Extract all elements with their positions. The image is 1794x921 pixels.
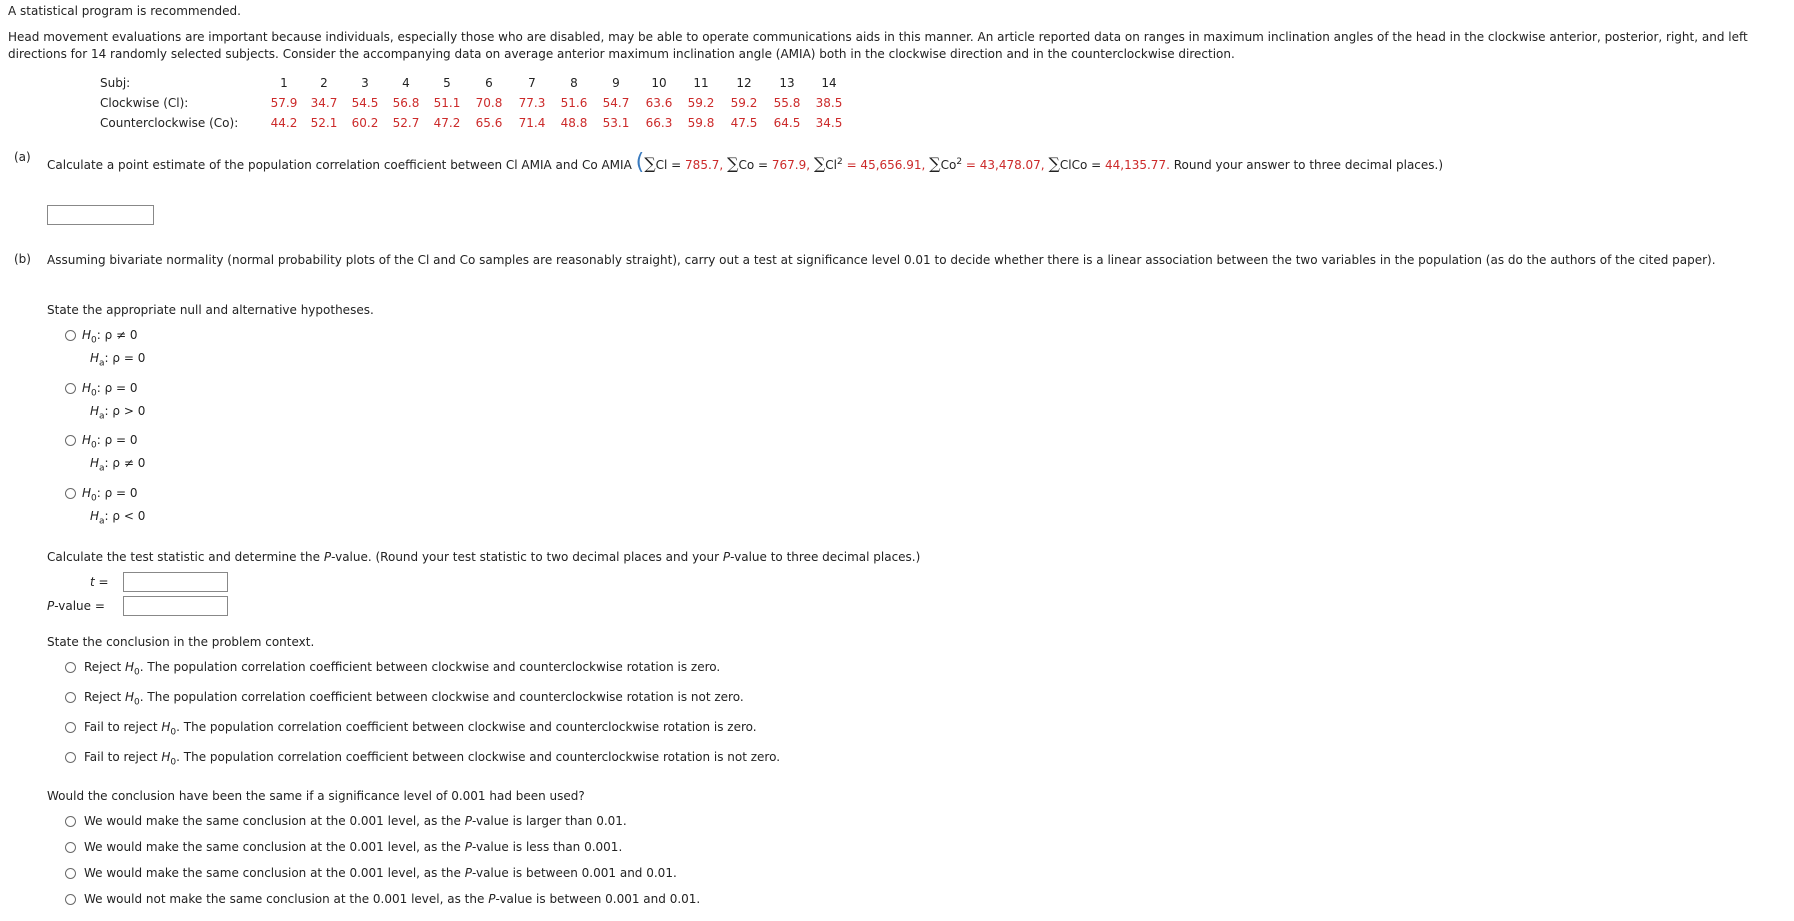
same-conclusion-pre: We would make the same conclusion at the 0.001 level, as the [84, 866, 465, 880]
counterclockwise-value: 64.5 [773, 116, 801, 130]
conclusion-statement: . The population correlation coefficient between clockwise and counterclockwise rotation is not zero. [139, 690, 744, 704]
sum-co-value: 767.9, [771, 158, 811, 172]
h0-subscript: 0 [134, 667, 140, 678]
h0-subscript: 0 [134, 697, 140, 708]
sum-cl-value: 785.7, [685, 158, 724, 172]
subject-number: 8 [570, 76, 578, 90]
clockwise-value: 77.3 [518, 96, 546, 110]
counterclockwise-value: 66.3 [645, 116, 673, 130]
counterclockwise-value: 34.5 [815, 116, 843, 130]
p-symbol: P [47, 599, 55, 613]
subject-number: 12 [736, 76, 752, 90]
null-hypothesis [82, 486, 138, 504]
same-conclusion-radio[interactable] [65, 816, 76, 827]
sum-co2-value: = 43,478.07, [962, 158, 1045, 172]
sigma-icon: ∑ [929, 154, 941, 173]
conclusion-text [84, 660, 721, 678]
alternative-hypothesis [90, 351, 146, 369]
h-symbol: H [82, 486, 92, 500]
null-hypothesis [82, 381, 138, 399]
same-conclusion-text [84, 866, 677, 880]
sum-co2-exponent: 2 [956, 157, 963, 167]
null-hypothesis [82, 433, 138, 451]
same-conclusion-radio[interactable] [65, 842, 76, 853]
conclusion-verb: Reject [84, 690, 126, 704]
sigma-icon: ∑ [1048, 154, 1060, 173]
null-hypothesis-text: : ρ = 0 [96, 486, 138, 500]
alternative-hypothesis [90, 456, 146, 474]
conclusion-text [84, 690, 744, 708]
null-hypothesis-text: : ρ ≠ 0 [96, 328, 138, 342]
conclusion-statement: . The population correlation coefficient between clockwise and counterclockwise rotation is zero. [139, 660, 721, 674]
clockwise-value: 59.2 [730, 96, 758, 110]
p-value-label-rest: -value = [54, 599, 105, 613]
same-conclusion-text [84, 892, 700, 906]
h-symbol: H [82, 433, 92, 447]
subject-number: 2 [320, 76, 328, 90]
conclusion-radio[interactable] [65, 692, 76, 703]
calc-prompt-p: P [323, 550, 332, 564]
calc-prompt [47, 550, 920, 564]
calc-prompt-p2: P [722, 550, 731, 564]
alternative-hypothesis [90, 509, 146, 527]
p-symbol: P [488, 892, 496, 906]
clockwise-value: 38.5 [815, 96, 843, 110]
p-symbol: P [464, 866, 472, 880]
calc-prompt-part3: -value to three decimal places.) [730, 550, 921, 564]
part-a-label: (a) [14, 150, 31, 164]
h-symbol: H [125, 660, 135, 674]
same-conclusion-pre: We would make the same conclusion at the 0.001 level, as the [84, 814, 465, 828]
hypothesis-radio[interactable] [65, 330, 76, 341]
same-conclusion-prompt: Would the conclusion have been the same if a significance level of 0.001 had been used? [47, 789, 585, 803]
open-paren: ( [635, 150, 645, 175]
subject-number: 13 [779, 76, 795, 90]
row-label-clockwise: Clockwise (Cl): [100, 96, 189, 110]
sum-clco-value: 44,135.77. [1105, 158, 1170, 172]
h0-subscript: 0 [91, 493, 97, 504]
conclusion-radio[interactable] [65, 662, 76, 673]
ha-subscript: a [99, 463, 105, 474]
alternative-hypothesis [90, 404, 146, 422]
counterclockwise-value: 47.2 [433, 116, 461, 130]
clockwise-value: 51.1 [433, 96, 461, 110]
conclusion-radio[interactable] [65, 722, 76, 733]
conclusion-statement: . The population correlation coefficient between clockwise and counterclockwise rotation is not zero. [176, 750, 781, 764]
null-hypothesis [82, 328, 138, 346]
sum-clco-label: ClCo = [1059, 158, 1105, 172]
conclusion-verb: Fail to reject [84, 750, 162, 764]
sum-cl2-exponent: 2 [837, 157, 843, 167]
same-conclusion-radio[interactable] [65, 894, 76, 905]
alternative-hypothesis-text: : ρ ≠ 0 [104, 456, 146, 470]
counterclockwise-value: 48.8 [560, 116, 588, 130]
calc-prompt-part2: -value. (Round your test statistic to two decimal places and your [331, 550, 723, 564]
subject-number: 4 [402, 76, 410, 90]
correlation-answer-input[interactable] [47, 205, 154, 225]
h-symbol: H [125, 690, 135, 704]
sum-co-label: Co = [738, 158, 772, 172]
sum-co2-label: Co [940, 158, 957, 172]
subject-number: 6 [485, 76, 493, 90]
ha-subscript: a [99, 358, 105, 369]
sum-cl2-label: Cl [825, 158, 838, 172]
counterclockwise-value: 47.5 [730, 116, 758, 130]
counterclockwise-value: 44.2 [270, 116, 298, 130]
counterclockwise-value: 65.6 [475, 116, 503, 130]
same-conclusion-pre: We would make the same conclusion at the 0.001 level, as the [84, 840, 465, 854]
hypothesis-radio[interactable] [65, 488, 76, 499]
counterclockwise-value: 53.1 [602, 116, 630, 130]
subject-number: 9 [612, 76, 620, 90]
t-symbol: t [90, 575, 95, 589]
clockwise-value: 55.8 [773, 96, 801, 110]
sum-cl2-value: = 45,656.91, [842, 158, 926, 172]
subject-number: 11 [693, 76, 709, 90]
p-symbol: P [464, 840, 472, 854]
ha-subscript: a [99, 411, 105, 422]
h-symbol: H [161, 750, 171, 764]
counterclockwise-value: 71.4 [518, 116, 546, 130]
same-conclusion-text [84, 840, 622, 854]
row-label-counterclockwise: Counterclockwise (Co): [100, 116, 239, 130]
conclusion-text [84, 750, 781, 768]
sigma-icon: ∑ [644, 154, 656, 173]
t-statistic-input[interactable] [123, 572, 228, 592]
t-label [90, 575, 109, 589]
clockwise-value: 70.8 [475, 96, 503, 110]
counterclockwise-value: 59.8 [687, 116, 715, 130]
counterclockwise-value: 52.7 [392, 116, 420, 130]
sum-cl-label: Cl = [655, 158, 686, 172]
h-symbol: H [90, 509, 100, 523]
sigma-icon: ∑ [727, 154, 739, 173]
conclusion-prompt: State the conclusion in the problem context. [47, 635, 315, 649]
alternative-hypothesis-text: : ρ = 0 [104, 351, 146, 365]
null-hypothesis-text: : ρ = 0 [96, 381, 138, 395]
h0-subscript: 0 [91, 335, 97, 346]
h-symbol: H [161, 720, 171, 734]
problem-text: Head movement evaluations are important because individuals, especially those who are disabled, may be able to operate communications aids in this manner. An article reported data on ranges in maximum inclination angles of the head in the clockwise anterior, posterior, right, and left directions for 14 randomly selected subjects. Consider the accompanying data on average anterior maximum inclination angle (AMIA) both in the clockwise direction and in the counterclockwise direction. [8, 30, 1748, 61]
subject-number: 5 [443, 76, 451, 90]
clockwise-value: 34.7 [310, 96, 338, 110]
alternative-hypothesis-text: : ρ > 0 [104, 404, 146, 418]
intro-text: A statistical program is recommended. [8, 4, 241, 18]
same-conclusion-post: -value is less than 0.001. [471, 840, 623, 854]
null-hypothesis-text: : ρ = 0 [96, 433, 138, 447]
alternative-hypothesis-text: : ρ < 0 [104, 509, 146, 523]
conclusion-radio[interactable] [65, 752, 76, 763]
same-conclusion-post: -value is between 0.001 and 0.01. [471, 866, 677, 880]
part-b-text: Assuming bivariate normality (normal probability plots of the Cl and Co samples are reasonably straight), carry out a test at significance level 0.01 to decide whether there is a linear association between the two variables in the population (as do the authors of the cited paper). [47, 253, 1716, 267]
subject-number: 14 [821, 76, 837, 90]
subject-number: 1 [280, 76, 288, 90]
counterclockwise-value: 60.2 [351, 116, 379, 130]
h0-subscript: 0 [170, 757, 177, 768]
rounding-instruction: Round your answer to three decimal places.) [1173, 158, 1444, 172]
p-value-input[interactable] [123, 596, 228, 616]
h-symbol: H [90, 456, 100, 470]
conclusion-statement: . The population correlation coefficient between clockwise and counterclockwise rotation is zero. [176, 720, 757, 734]
h-symbol: H [82, 328, 92, 342]
same-conclusion-text [84, 814, 627, 828]
clockwise-value: 56.8 [392, 96, 420, 110]
h0-subscript: 0 [91, 440, 97, 451]
subject-number: 7 [528, 76, 536, 90]
part-b-label: (b) [14, 252, 31, 266]
clockwise-value: 63.6 [645, 96, 673, 110]
clockwise-value: 57.9 [270, 96, 298, 110]
part-a-question [47, 150, 1443, 175]
sigma-icon: ∑ [813, 154, 826, 173]
h-symbol: H [82, 381, 92, 395]
clockwise-value: 51.6 [560, 96, 588, 110]
hypothesis-radio[interactable] [65, 383, 76, 394]
hypothesis-radio[interactable] [65, 435, 76, 446]
row-label-subj: Subj: [100, 76, 131, 90]
subject-number: 3 [361, 76, 369, 90]
h-symbol: H [90, 351, 100, 365]
t-equals: = [94, 575, 109, 589]
h0-subscript: 0 [170, 727, 177, 738]
conclusion-text [84, 720, 757, 738]
hypotheses-prompt: State the appropriate null and alternative hypotheses. [47, 303, 374, 317]
same-conclusion-post: -value is larger than 0.01. [471, 814, 627, 828]
clockwise-value: 54.7 [602, 96, 630, 110]
clockwise-value: 59.2 [687, 96, 715, 110]
subject-number: 10 [651, 76, 667, 90]
part-a-text: Calculate a point estimate of the population correlation coefficient between Cl AMIA and Co AMIA [47, 158, 632, 172]
conclusion-verb: Reject [84, 660, 126, 674]
h-symbol: H [90, 404, 100, 418]
p-symbol: P [464, 814, 472, 828]
counterclockwise-value: 52.1 [310, 116, 338, 130]
calc-prompt-part1: Calculate the test statistic and determine the [47, 550, 324, 564]
same-conclusion-post: -value is between 0.001 and 0.01. [495, 892, 701, 906]
h0-subscript: 0 [91, 388, 97, 399]
clockwise-value: 54.5 [351, 96, 379, 110]
same-conclusion-radio[interactable] [65, 868, 76, 879]
conclusion-verb: Fail to reject [84, 720, 162, 734]
ha-subscript: a [99, 516, 105, 527]
same-conclusion-pre: We would not make the same conclusion at the 0.001 level, as the [84, 892, 489, 906]
p-value-label [47, 599, 105, 613]
